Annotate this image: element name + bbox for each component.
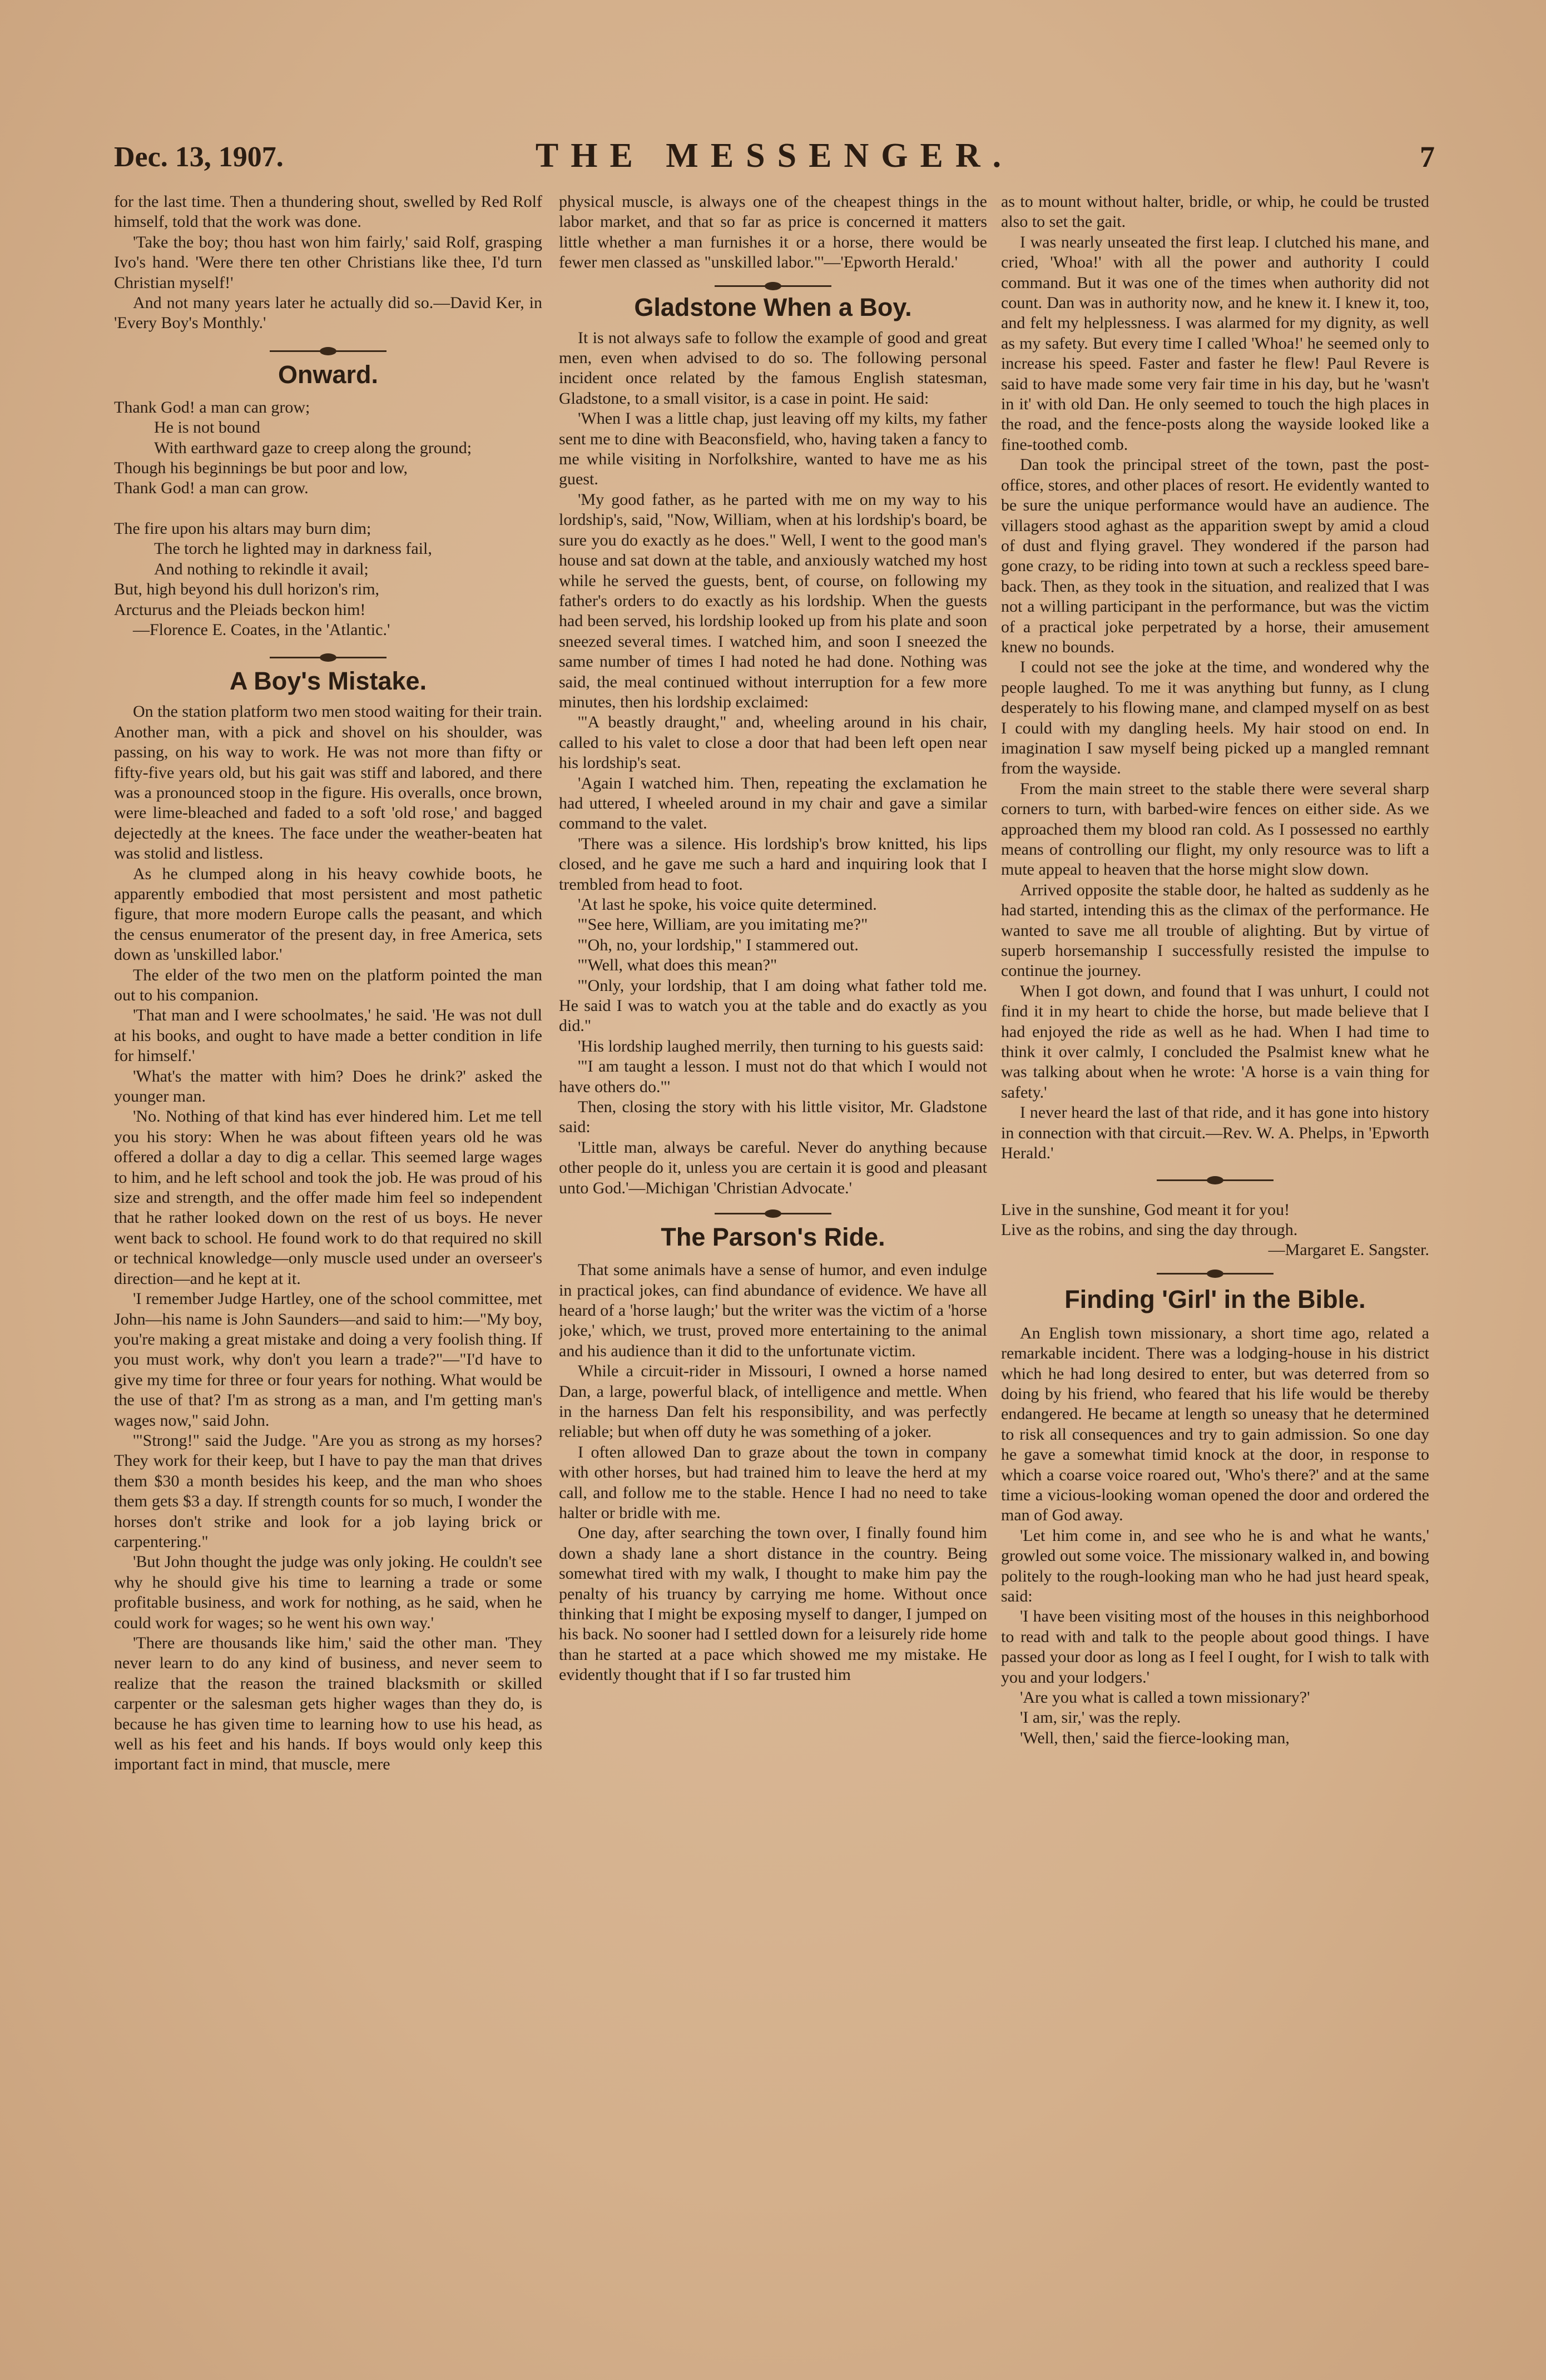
- paragraph: When I got down, and found that I was unhurt, I could not find it in my heart to chide the horse, but made believe that I had enjoyed the ride as well as he had. When I had time to think it over calmly, I concluded the Psalmist knew what he was talking about when he wrote: 'A horse is a vain thing for safety.': [1001, 981, 1429, 1102]
- paragraph: The elder of the two men on the platform pointed the man out to his companion.: [114, 965, 542, 1004]
- page-number: 7: [1420, 140, 1435, 173]
- column-3: [1001, 192, 1429, 2349]
- paragraph: '"Oh, no, your lordship," I stammered out.: [578, 935, 859, 954]
- poem-line: The fire upon his altars may burn dim;: [114, 519, 371, 538]
- paragraph: 'Well, then,' said the fierce-looking man,: [1020, 1728, 1290, 1747]
- paragraph: That some animals have a sense of humor, and even indulge in practical jokes, can find abundance of evidence. We have all heard of a 'horse laugh;' but the writer was the victim of a 'horse joke,' which, we trust, proved more entertaining to the animal and his audience than it did to the unfortunate victim.: [559, 1261, 987, 1360]
- paragraph: And not many years later he actually did so.—David Ker, in 'Every Boy's Monthly.': [114, 294, 542, 333]
- article-title-onward: Onward.: [278, 360, 379, 389]
- paragraph: as to mount without halter, bridle, or whip, he could be trusted also to set the gait.: [1001, 192, 1429, 231]
- paragraph: From the main street to the stable there were several sharp corners to turn, with barbed-wire fences on either side. As we approached them my blood ran cold. As I possessed no earthly means of controlling our flight, my only resource was to lift a mute appeal to heaven that the horse might slow down.: [1001, 779, 1429, 879]
- paragraph: 'There was a silence. His lordship's brow knitted, his lips closed, and he gave me such a hard and inquiring look that I trembled from head to foot.: [559, 834, 987, 894]
- paragraph: One day, after searching the town over, I finally found him down a shady lane a short distance in the country. Being somewhat tired with my walk, I thought to make him pay the penalty of his truancy by carrying me home. Without once thinking that I might be exposing myself to danger, I jumped on his back. No sooner had I settled down for a leisurely ride home than he started at a pace which showed me my mistake. He evidently thought that if I so far trusted him: [559, 1524, 987, 1684]
- column-1: [114, 192, 542, 2349]
- paragraph: 'When I was a little chap, just leaving off my kilts, my father sent me to dine with Beaconsfield, who, having taken a fancy to me while visiting in Norfolkshire, wanted to have me as his guest.: [559, 409, 987, 489]
- section-divider: [1157, 1179, 1274, 1181]
- paragraph: 'His lordship laughed merrily, then turning to his guests said:: [578, 1037, 984, 1055]
- poem-line: And nothing to rekindle it avail;: [154, 559, 369, 578]
- section-divider: [715, 1213, 831, 1214]
- poem-line: Though his beginnings be but poor and low,: [114, 459, 408, 478]
- paragraph: '"A beastly draught," and, wheeling around in his chair, called to his valet to close a door that had been left open near his lordship's seat.: [559, 713, 987, 772]
- paragraph: 'That man and I were schoolmates,' he said. 'He was not dull at his books, and ought to have made a better condition in life for himself.': [114, 1006, 542, 1065]
- issue-date: Dec. 13, 1907.: [114, 141, 284, 173]
- section-divider: [270, 657, 386, 658]
- poem-line: With earthward gaze to creep along the ground;: [154, 438, 472, 457]
- paragraph: 'My good father, as he parted with me on my way to his lordship's, said, "Now, William, when at his lordship's board, be sure you do exactly as he does." Well, I went to the good man's house and sat down at the table, and anxiously watched my host while he served the guests, bent, of course, on following my father's orders to do exactly as his lordship. When the guests had been served, his lordship looked up from his plate and soon sneezed several times. I watched him, and soon I sneezed the same number of times I had noted he had done. Nothing was said, the meal continued without interruption for a few more minutes, then his lordship exclaimed:: [559, 490, 987, 711]
- masthead: [114, 136, 1435, 181]
- paragraph: 'Again I watched him. Then, repeating the exclamation he had uttered, I wheeled around in my chair and gave a similar command to the valet.: [559, 774, 987, 833]
- paragraph: While a circuit-rider in Missouri, I owned a horse named Dan, a large, powerful black, of intelligence and mettle. When in the harness Dan felt his responsibility, and was perfectly reliable; but when off duty he was something of a joker.: [559, 1362, 987, 1441]
- paragraph: 'Little man, always be careful. Never do anything because other people do it, unless you are certain it is good and pleasant unto God.'—Michigan 'Christian Advocate.': [559, 1138, 987, 1197]
- poem-line: But, high beyond his dull horizon's rim,: [114, 580, 380, 599]
- paragraph: 'Are you what is called a town missionary?': [1020, 1688, 1310, 1707]
- verse-line: Live in the sunshine, God meant it for you!: [1001, 1200, 1290, 1219]
- paragraph: 'No. Nothing of that kind has ever hindered him. Let me tell you his story: When he was about fifteen years old he was offered a dollar a day to dig a cellar. This seemed large wages to him, and he left school and took the job. He was proud of his size and strength, and the offer made him feel so independent that he rather looked down on the rest of us boys. He never went back to school. He found work to do that required no skill or technical knowledge—only muscle used under an overseer's direction—and he kept at it.: [114, 1107, 542, 1288]
- poem-line: Thank God! a man can grow.: [114, 479, 309, 498]
- paragraph: I often allowed Dan to graze about the town in company with other horses, but had trained him to leave the herd at my call, and follow me to the stable. Hence I had no need to take halter or bridle with me.: [559, 1442, 987, 1522]
- poem-line: Arcturus and the Pleiads beckon him!: [114, 600, 366, 619]
- paragraph: 'But John thought the judge was only joking. He couldn't see why he should give his time to learning a trade or some profitable business, and work for nothing, as he said, when he could work for wages; so he went his own way.': [114, 1553, 542, 1632]
- paragraph: It is not always safe to follow the example of good and great men, even when advised to do so. The following personal incident once related by the famous English statesman, Gladstone, to a small visitor, is a case in point. He said:: [559, 328, 987, 408]
- verse-credit: —Margaret E. Sangster.: [1268, 1241, 1429, 1260]
- article-title-boys-mistake: A Boy's Mistake.: [229, 667, 427, 696]
- article-title-finding-girl: Finding 'Girl' in the Bible.: [1064, 1285, 1366, 1313]
- paragraph: physical muscle, is always one of the cheapest things in the labor market, and that so far as price is concerned it matters little whether a man furnishes it or a horse, there would be fewer men classed as "unskilled labor."'—'Epworth Herald.': [559, 192, 987, 272]
- paragraph: On the station platform two men stood waiting for their train. Another man, with a pick and shovel on his shoulder, was passing, on his way to work. He was not more than fifty or fifty-five years old, but his gait was stiff and labored, and there was a pronounced stoop in the figure. His overalls, once brown, were lime-bleached and faded to a soft 'old rose,' and bagged dejectedly at the knees. The face under the weather-beaten hat was stolid and listless.: [114, 702, 542, 863]
- paragraph: Arrived opposite the stable door, he halted as suddenly as he had started, intending this as the climax of the performance. He wanted to save me all trouble of alighting. But by virtue of superb horsemanship I successfully resisted the impulse to continue the journey.: [1001, 880, 1429, 980]
- paragraph: '"Strong!" said the Judge. "Are you as strong as my horses? They work for their keep, but I have to pay the man that drives them $30 a month besides his keep, and the man who shoes them gets $3 a day. If strength counts for so much, I wonder the horses don't strike and look for a job laying brick or carpentering.": [114, 1431, 542, 1551]
- poem-line: Thank God! a man can grow;: [114, 398, 310, 416]
- paragraph: Dan took the principal street of the town, past the post-office, stores, and other places of resort. He evidently wanted to be sure the unique performance would have an audience. The villagers stood aghast as the apparition swept by amid a cloud of dust and flying gravel. They wondered if the parson had gone crazy, to be riding into town at such a reckless speed bare-back. Then, as they took in the situation, and realized that I was not a willing participant in the performance, but was the victim of a practical joke perpetrated by a horse, their amusement knew no bounds.: [1001, 455, 1429, 656]
- paragraph: An English town missionary, a short time ago, related a remarkable incident. There was a lodging-house in his district which he had long desired to enter, but was deterred from so doing by his friend, who feared that his life would be thereby endangered. He became at length so uneasy that he determined to risk all consequences and try to gain admission. So one day he gave a somewhat timid knock at the door, in response to which a coarse voice roared out, 'Who's there?' and at the same time a vicious-looking woman opened the door and ordered the man of God away.: [1001, 1323, 1429, 1525]
- poem-onward: [114, 398, 542, 640]
- paragraph: 'Let him come in, and see who he is and what he wants,' growled out some voice. The missionary walked in, and bowing politely to the rough-looking man who he had just heard speak, said:: [1001, 1526, 1429, 1605]
- poem-line: The torch he lighted may in darkness fail,: [154, 539, 432, 558]
- column-2: [559, 192, 987, 2349]
- paragraph: '"Well, what does this mean?": [578, 956, 777, 975]
- section-divider: [715, 285, 831, 287]
- verse-sunshine: [1001, 1200, 1429, 1261]
- paragraph: '"Only, your lordship, that I am doing what father told me. He said I was to watch you at the table and do exactly as you did.": [559, 976, 987, 1035]
- poem-credit: —Florence E. Coates, in the 'Atlantic.': [133, 620, 390, 639]
- section-divider: [270, 350, 386, 352]
- verse-line: Live as the robins, and sing the day through.: [1001, 1220, 1298, 1239]
- paragraph: 'There are thousands like him,' said the other man. 'They never learn to do any kind of business, and never seem to realize that the reason the trained blacksmith or skilled carpenter or the salesman gets higher wages than they do, is because he has given time to learning how to use his head, as well as his feet and his hands. If boys would only keep this important fact in mind, that muscle, mere: [114, 1634, 542, 1774]
- paragraph: 'At last he spoke, his voice quite determined.: [578, 895, 877, 914]
- paragraph: Then, closing the story with his little visitor, Mr. Gladstone said:: [559, 1098, 987, 1137]
- article-title-parsons-ride: The Parson's Ride.: [661, 1223, 885, 1252]
- newspaper-title: THE MESSENGER.: [535, 137, 1014, 175]
- paragraph: As he clumped along in his heavy cowhide boots, he apparently embodied that most persistent and most pathetic figure, that more modern Europe calls the peasant, and which the census enumerator of the present day, in free America, sets down as 'unskilled labor.': [114, 864, 542, 964]
- paragraph: for the last time. Then a thundering shout, swelled by Red Rolf himself, told that the work was done.: [114, 192, 542, 231]
- paragraph: I was nearly unseated the first leap. I clutched his mane, and cried, 'Whoa!' with all the power and authority I could command. But it was one of the times when authority did not count. Dan was in authority now, and he knew it. I knew it, too, and felt my helplessness. I was alarmed for my dignity, as well as my safety. But every time I called 'Whoa!' he seemed only to increase his speed. Faster and faster he flew! Paul Revere is said to have made some very fair time in his day, but he 'wasn't in it' with old Dan. He only seemed to touch the high places in the road, and the fence-posts along the wayside looked like a fine-toothed comb.: [1001, 232, 1429, 454]
- paragraph: 'I remember Judge Hartley, one of the school committee, met John—his name is John Saunders—and said to him:—"My boy, you're making a great mistake and doing a very foolish thing. If you must work, why don't you learn a trade?"—"I'd have to give my time for three or four years for nothing. What would be the use of that? I'm as strong as a man, and I'm getting man's wages now," said John.: [114, 1290, 542, 1430]
- paragraph: 'I am, sir,' was the reply.: [1020, 1708, 1181, 1727]
- paragraph: I never heard the last of that ride, and it has gone into history in connection with that circuit.—Rev. W. A. Phelps, in 'Epworth Herald.': [1001, 1103, 1429, 1163]
- paragraph: 'Take the boy; thou hast won him fairly,' said Rolf, grasping Ivo's hand. 'Were there ten other Christians like thee, I'd turn Christian myself!': [114, 232, 542, 292]
- paragraph: '"See here, William, are you imitating me?": [578, 915, 868, 934]
- poem-line: He is not bound: [154, 418, 260, 437]
- article-title-gladstone: Gladstone When a Boy.: [634, 292, 912, 321]
- section-divider: [1157, 1273, 1274, 1275]
- paragraph: 'I have been visiting most of the houses in this neighborhood to read with and talk to the people about good things. I have passed your door as long as I feel I ought, for I wish to talk with you and your lodgers.': [1001, 1607, 1429, 1687]
- paragraph: 'What's the matter with him? Does he drink?' asked the younger man.: [114, 1067, 542, 1106]
- paragraph: '"I am taught a lesson. I must not do that which I would not have others do."': [559, 1057, 987, 1096]
- paragraph: I could not see the joke at the time, and wondered why the people laughed. To me it was anything but funny, as I clung desperately to his flowing mane, and clamped myself on as best I could with my dangling heels. My hair stood on end. In imagination I saw myself being picked up a mangled remnant from the wayside.: [1001, 658, 1429, 778]
